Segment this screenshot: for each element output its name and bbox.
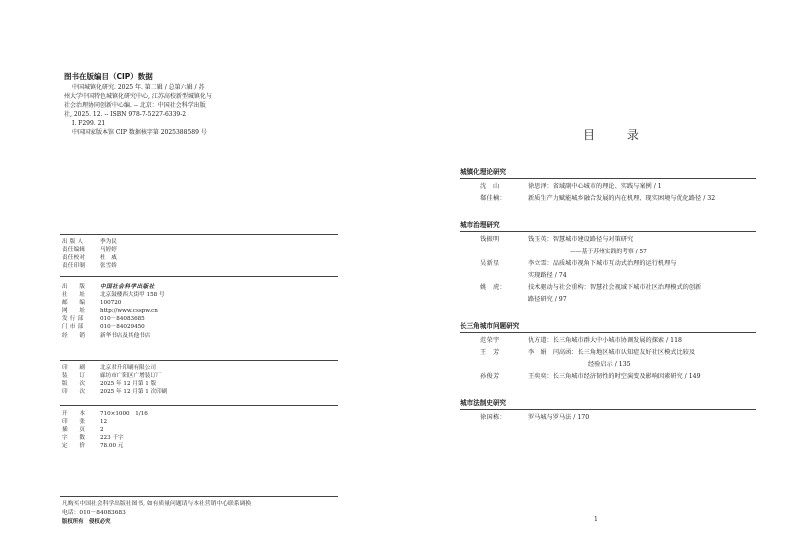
cip-line: Ⅰ. F299. 21 xyxy=(72,120,106,127)
print-row: 印 次 2025 年 12 月第 1 次印刷 xyxy=(62,389,168,396)
notice-block xyxy=(62,500,251,527)
cip-line: 中国城镇化研究. 2025 年. 第二辑 / 总第六辑 / 苏 xyxy=(72,84,205,91)
divider xyxy=(60,496,338,497)
toc-entry-continuation: 路径研究 / 97 xyxy=(528,296,567,303)
toc-entry-title: 李 娟 闫高函：长三角地区城市认知症友好社区模式比较及 xyxy=(528,349,696,356)
toc-entry-title: 仇方道：长三角城市群大中小城市协调发展的探索 / 118 xyxy=(528,337,682,344)
toc-author: 钱振明 xyxy=(480,236,500,243)
cip-line: 社会治理协同创新中心编. -- 北京：中国社会科学出版 xyxy=(64,102,206,109)
publisher-row: 网 址 http://www.csspw.cn xyxy=(62,308,158,315)
toc-entry[interactable] xyxy=(460,181,756,193)
toc-entry[interactable] xyxy=(460,371,756,383)
toc-author: 郗佳楠： xyxy=(480,195,506,202)
publisher-row: 社 址 北京鼓楼西大街甲 158 号 xyxy=(62,292,165,299)
print-row: 印 刷 北京君升印刷有限公司 xyxy=(62,365,156,371)
toc-section-heading: 长三角城市问题研究 xyxy=(460,322,520,330)
toc-entry-title: 钱玉英：智慧城市建设路径与对策研究 xyxy=(528,236,634,243)
toc-author: 范荣宇 xyxy=(480,337,500,344)
toc-entry-title: 李立雪：品质城市视角下城市互动式治理的运行机理与 xyxy=(528,260,677,267)
toc-entry[interactable] xyxy=(460,282,756,294)
toc-author: 王 芳 xyxy=(480,349,500,356)
spec-row: 字 数 223 千字 xyxy=(62,435,124,442)
toc-author: 孙俊芳 xyxy=(480,373,500,380)
divider xyxy=(60,276,338,277)
toc-entry-subtitle: ——基于苏州实践的考察 / 57 xyxy=(570,249,647,255)
cip-line: 社, 2025. 12. -- ISBN 978-7-5227-6339-2 xyxy=(64,111,187,118)
print-row: 装 订 廊坊市广阳区广增装订厂 xyxy=(62,373,162,380)
toc-entry[interactable] xyxy=(460,234,756,246)
publisher-name: 中国社会科学出版社 xyxy=(100,284,155,290)
staff-list xyxy=(62,238,117,270)
copyright-notice: 版权所有 侵权必究 xyxy=(62,519,111,525)
divider xyxy=(60,360,338,361)
toc-entry[interactable] xyxy=(460,347,756,359)
staff-row: 责任印制 张雪娇 xyxy=(62,263,117,270)
toc-title: 目 录 xyxy=(583,128,653,142)
toc-entry[interactable] xyxy=(460,258,756,270)
page-number: 1 xyxy=(594,516,598,523)
staff-row: 出 版 人 季为民 xyxy=(62,239,117,245)
toc-page xyxy=(400,0,799,557)
toc-entry-title: 罗马城与罗马法 / 170 xyxy=(528,414,590,421)
spec-list xyxy=(62,410,148,450)
cip-title: 图书在版编目（CIP）数据 xyxy=(64,72,153,81)
toc-list xyxy=(460,166,756,424)
spec-row: 开 本 710×1000 1/16 xyxy=(62,411,148,417)
publisher-row: 门 市 部 010－84029450 xyxy=(62,324,145,331)
toc-author: 徐国栋： xyxy=(480,414,506,421)
print-list xyxy=(62,364,167,396)
toc-section-heading: 城镇化理论研究 xyxy=(460,168,507,176)
section-rule xyxy=(460,332,756,333)
toc-author: 沈 山 xyxy=(480,183,500,190)
toc-entry[interactable] xyxy=(460,335,756,347)
toc-section-heading: 城市法制史研究 xyxy=(460,399,507,407)
toc-entry-title: 新质生产力赋能城乡融合发展的内在机理、现实困境与优化路径 / 32 xyxy=(528,195,716,202)
divider xyxy=(60,234,338,235)
spec-row: 印 张 12 xyxy=(62,419,108,426)
toc-entry-continuation: 实现路径 / 74 xyxy=(528,272,567,279)
notice-phone: 电话：010－84083683 xyxy=(62,510,126,516)
toc-author: 姚 虎： xyxy=(480,284,506,291)
divider xyxy=(60,405,338,406)
spec-row: 插 页 2 xyxy=(62,427,104,434)
section-rule xyxy=(460,178,756,179)
toc-entry[interactable] xyxy=(460,193,756,205)
section-rule xyxy=(460,409,756,410)
toc-entry-title: 徐思泽：省域副中心城市的理论、实践与案例 / 1 xyxy=(528,183,662,190)
staff-row: 责任编辑 马婷婷 xyxy=(62,247,117,254)
section-rule xyxy=(460,231,756,232)
cip-line: 中国国家版本馆 CIP 数据核字第 2025388589 号 xyxy=(72,129,207,136)
publisher-row: 邮 编 100720 xyxy=(62,300,122,307)
publisher-row: 出 版 中国社会科学出版社 xyxy=(62,284,155,290)
toc-entry[interactable] xyxy=(460,412,756,424)
toc-entry-continuation: 经验启示 / 135 xyxy=(588,361,631,368)
publisher-list xyxy=(62,283,165,340)
toc-entry-title: 技术驱动与社会重构：智慧社会视域下城市社区治理模式的创新 xyxy=(528,284,702,291)
notice-text: 凡购买中国社会科学出版社图书, 如有质量问题请与本社营销中心联系调换 xyxy=(62,501,252,507)
cip-block xyxy=(64,72,334,137)
toc-author: 吴新星 xyxy=(480,260,500,267)
toc-entry-title: 王奕奕：长三角城市经济韧性的时空演变及影响因素研究 / 149 xyxy=(528,373,701,380)
toc-section-heading: 城市治理研究 xyxy=(460,221,500,229)
cip-line: 州大学中国特色城镇化研究中心, 江苏高校新型城镇化与 xyxy=(64,93,212,100)
spec-row: 定 价 78.00 元 xyxy=(62,443,124,450)
staff-row: 责任校对 杜 威 xyxy=(62,255,117,262)
print-row: 版 次 2025 年 12 月第 1 版 xyxy=(62,381,157,388)
publisher-row: 经 销 新华书店及其他书店 xyxy=(62,332,151,339)
publisher-row: 发 行 部 010－84083685 xyxy=(62,316,145,323)
